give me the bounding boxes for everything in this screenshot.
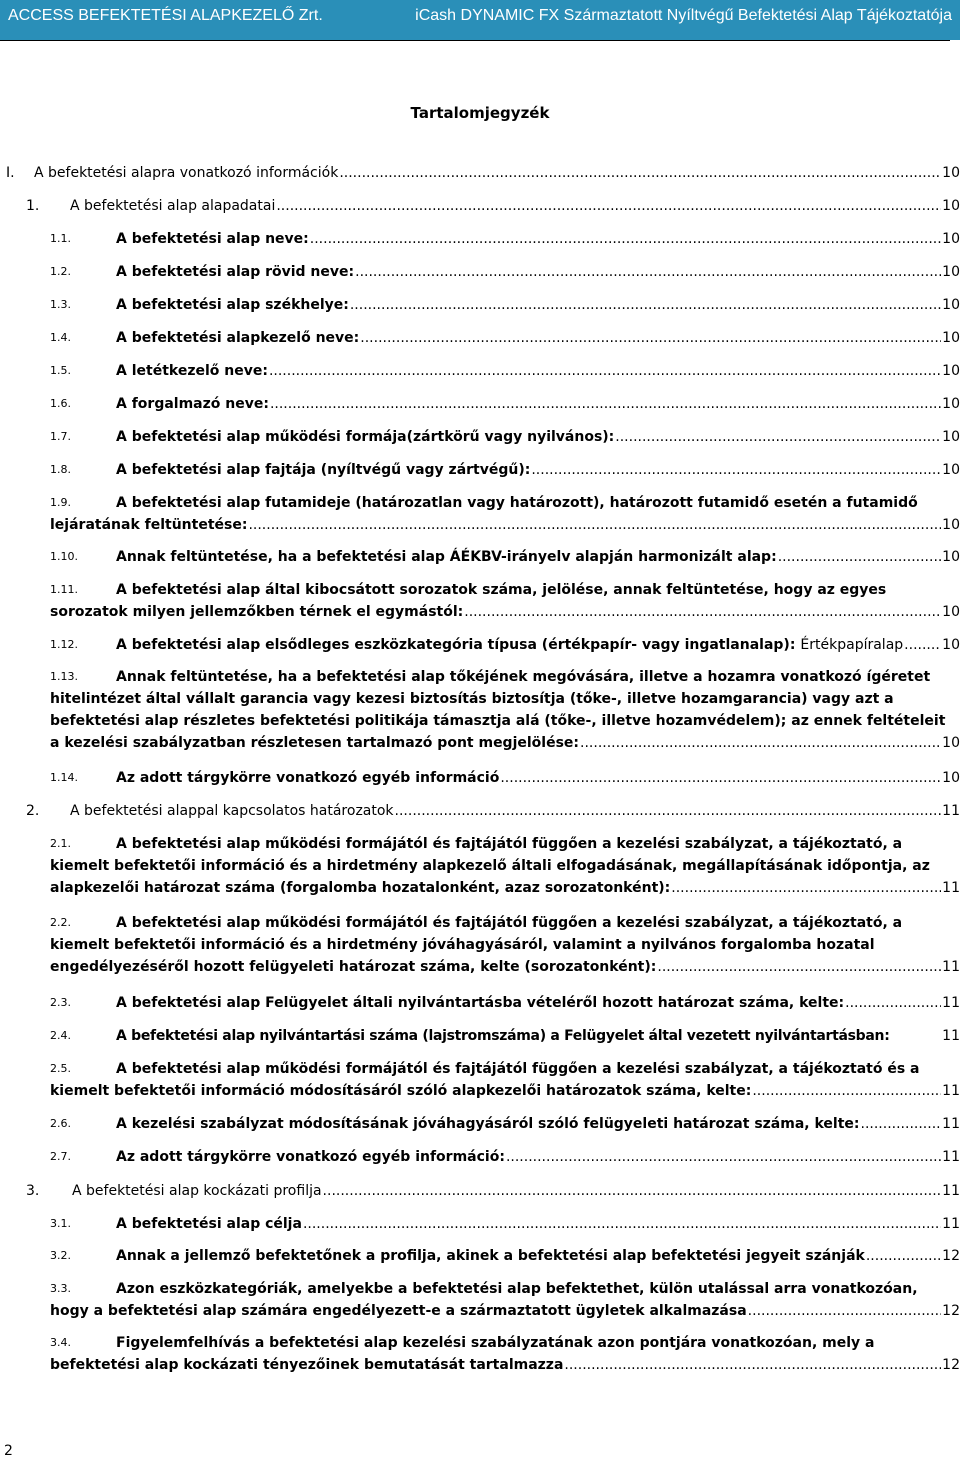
toc-entry-label: A befektetési alap székhelye: [116,297,349,313]
toc-entry-1-1[interactable]: 1.1. A befektetési alap neve: ..... 10 [50,228,960,250]
toc-entry-label: A kezelési szabályzat módosításának jóváhagyásáról szóló felügyeleti határozat száma, kelte: [116,1116,860,1132]
toc-entry-page: 10 [942,330,960,346]
toc-entry-label-cont: kiemelt befektetői információ módosításáról szóló alapkezelői határozatok száma, kelte: [50,1083,752,1099]
toc-entry-label-cont: sorozatok milyen jellemzőkben térnek el egymástól: [50,604,464,620]
toc-entry-page: 10 [942,231,960,247]
toc-entry-2[interactable]: 2. A befektetési alappal kapcsolatos határozatok ..... 11 [26,800,960,822]
toc-entry-label: A befektetési alap nyilvántartási száma (lajstromszáma) a Felügyelet által vezetett nyilvántartásban: [116,1028,890,1044]
toc-entry-extra: Értékpapíralap [800,637,904,653]
toc-entry-page: 10 [942,198,960,214]
toc-entry-label: A befektetési alap neve: [116,231,309,247]
toc-entry-label: Azon eszközkategóriák, amelyekbe a befektetési alap befektethet, külön utalással arra vonatkozóan, [116,1281,918,1297]
toc-entry-1[interactable]: 1. A befektetési alap alapadatai ..... 10 [26,195,960,217]
toc-entry-2-3[interactable]: 2.3. A befektetési alap Felügyelet általi nyilvántartásba vételéről hozott határozat száma, kelte: ..... 11 [50,992,960,1014]
toc-entry-label: Annak feltüntetése, ha a befektetési alap tőkéjének megóvására, illetve a hozamra vonatkozó ígéretet [116,669,931,685]
header-company: ACCESS BEFEKTETÉSI ALAPKEZELŐ Zrt. [8,7,323,24]
toc-entry-3-4[interactable]: 3.4. Figyelemfelhívás a befektetési alap kezelési szabályzatának azon pontjára vonatkozóan, mely a befektetési alap kockázati tényezőinek bemutatását tartalmazza ..... 12 [50,1332,960,1376]
toc-entry-label-cont: befektetési alap részletes befektetési politikája támasztja alá (tőke-, illetve hozamvédelem); az ennek feltételeit [50,713,946,729]
toc-entry-1-12[interactable]: 1.12. A befektetési alap elsődleges eszközkategória típusa (értékpapír- vagy ingatlanalap): Értékpapíralap ..... 10 [50,634,960,656]
toc-entry-3-1[interactable]: 3.1. A befektetési alap célja ..... 11 [50,1213,960,1235]
toc-entry-page: 11 [942,1116,960,1132]
toc-entry-label-cont: hitelintézet által vállalt garancia vagy kezesi biztosítás biztosítja (tőke-, illetve hozamgarancia) vagy azt a [50,691,894,707]
toc-entry-label: A befektetési alapra vonatkozó információk [34,165,339,181]
toc-entry-label: Figyelemfelhívás a befektetési alap kezelési szabályzatának azon pontjára vonatkozóan, mely a [116,1335,875,1351]
toc-entry-I[interactable]: I. A befektetési alapra vonatkozó információk ..... 10 [6,162,960,184]
toc-entry-label: A befektetési alap kockázati profilja [72,1183,322,1199]
toc-entry-1-7[interactable]: 1.7. A befektetési alap működési formája(zártkörű vagy nyilvános): ..... 10 [50,426,960,448]
toc-entry-1-2[interactable]: 1.2. A befektetési alap rövid neve: ..... 10 [50,261,960,283]
toc-entry-3-3[interactable]: 3.3. Azon eszközkategóriák, amelyekbe a befektetési alap befektethet, külön utalással arra vonatkozóan, hogy a befektetési alap számára engedélyezett-e a származtatott ügyletek alkalmazása ..... 12 [50,1278,960,1322]
toc-entry-page: 10 [942,297,960,313]
toc-entry-1-5[interactable]: 1.5. A letétkezelő neve: ..... 10 [50,360,960,382]
toc-entry-page: 11 [942,880,960,896]
toc-entry-1-3[interactable]: 1.3. A befektetési alap székhelye: ..... 10 [50,294,960,316]
document-header [0,0,960,40]
toc-entry-label-cont: engedélyezéséről hozott felügyeleti határozat száma, kelte (sorozatonként): [50,959,657,975]
toc-entry-label: A befektetési alap által kibocsátott sorozatok száma, jelölése, annak feltüntetése, hogy az egyes [116,582,887,598]
toc-entry-1-10[interactable]: 1.10. Annak feltüntetése, ha a befektetési alap ÁÉKBV-irányelv alapján harmonizált alap: ..... 10 [50,546,960,568]
toc-entry-page: 11 [942,995,960,1011]
toc-entry-page: 10 [942,770,960,786]
toc-entry-2-1[interactable]: 2.1. A befektetési alap működési formájától és fajtájától függően a kezelési szabályzat, a tájékoztató, a kiemelt befektetői információ és a hirdetmény alapkezelő általi elfogadásának, megállapításának időpontja, az alapkezelői határozat száma (forgalomba hozatalonként, azaz sorozatonként): ..... 11 [50,833,960,899]
toc-entry-label: A befektetési alap célja [116,1216,302,1232]
toc-entry-page: 12 [942,1357,960,1373]
toc-entry-label: Az adott tárgykörre vonatkozó egyéb információ [116,770,500,786]
toc-entry-page: 11 [942,1083,960,1099]
toc-entry-page: 11 [942,803,960,819]
header-divider [0,40,950,41]
toc-entry-1-4[interactable]: 1.4. A befektetési alapkezelő neve: ..... 10 [50,327,960,349]
toc-entry-page: 11 [942,1028,960,1044]
toc-entry-label-cont: alapkezelői határozat száma (forgalomba hozatalonként, azaz sorozatonként): [50,880,671,896]
toc-entry-1-11[interactable]: 1.11. A befektetési alap által kibocsátott sorozatok száma, jelölése, annak feltüntetése, hogy az egyes sorozatok milyen jellemzőkben térnek el egymástól: ..... 10 [50,579,960,623]
toc-entry-label: A befektetési alap fajtája (nyíltvégű vagy zártvégű): [116,462,531,478]
toc-entry-label-cont: lejáratának feltüntetése: [50,517,248,533]
toc-entry-1-6[interactable]: 1.6. A forgalmazó neve: ..... 10 [50,393,960,415]
toc-entry-label: A befektetési alap alapadatai [70,198,276,214]
toc-entry-page: 10 [942,165,960,181]
toc-entry-page: 10 [942,735,960,751]
toc-entry-page: 11 [942,1149,960,1165]
toc-entry-1-8[interactable]: 1.8. A befektetési alap fajtája (nyíltvégű vagy zártvégű): ..... 10 [50,459,960,481]
toc-entry-label: A befektetési alap működési formájától és fajtájától függően a kezelési szabályzat, a tájékoztató és a [116,1061,920,1077]
toc-entry-label-cont: a kezelési szabályzatban részletesen tartalmazó pont megjelölése: [50,735,580,751]
header-document-title: iCash DYNAMIC FX Származtatott Nyíltvégű Befektetési Alap Tájékoztatója [415,7,952,24]
toc-entry-label: A befektetési alap működési formájától és fajtájától függően a kezelési szabályzat, a tájékoztató, a [116,915,903,931]
toc-entry-page: 10 [942,462,960,478]
toc-entry-label: A befektetési alappal kapcsolatos határozatok [70,803,394,819]
toc-entry-page: 12 [942,1303,960,1319]
toc-entry-label: Annak a jellemző befektetőnek a profilja, akinek a befektetési alap befektetési jegyeit szánják [116,1248,865,1264]
toc-entry-label: A befektetési alap elsődleges eszközkategória típusa (értékpapír- vagy ingatlanalap): [116,637,796,653]
toc-entry-3-2[interactable]: 3.2. Annak a jellemző befektetőnek a profilja, akinek a befektetési alap befektetési jegyeit szánják ..... 12 [50,1245,960,1267]
toc-entry-2-4[interactable]: 2.4. A befektetési alap nyilvántartási száma (lajstromszáma) a Felügyelet által vezetett nyilvántartásban: 11 [50,1025,960,1047]
toc-entry-label-cont: kiemelt befektetői információ és a hirdetmény jóváhagyásáról, valamint a nyilvános forgalomba hozatal [50,937,875,953]
toc-entry-label: A forgalmazó neve: [116,396,269,412]
toc-entry-page: 10 [942,363,960,379]
toc-entry-page: 10 [942,517,960,533]
page-number: 2 [4,1443,13,1459]
toc-entry-page: 10 [942,637,960,653]
toc-entry-page: 10 [942,604,960,620]
toc-entry-page: 11 [942,959,960,975]
toc-entry-label: A befektetési alap rövid neve: [116,264,355,280]
toc-entry-label: A befektetési alap működési formájától és fajtájától függően a kezelési szabályzat, a tájékoztató, a [116,836,903,852]
toc-entry-label: Annak feltüntetése, ha a befektetési alap ÁÉKBV-irányelv alapján harmonizált alap: [116,549,777,565]
toc-entry-label: A letétkezelő neve: [116,363,268,379]
toc-entry-label: A befektetési alap működési formája(zártkörű vagy nyilvános): [116,429,615,445]
toc-entry-page: 10 [942,549,960,565]
toc-entry-label: Az adott tárgykörre vonatkozó egyéb információ: [116,1149,505,1165]
toc-entry-label-cont: kiemelt befektetői információ és a hirdetmény alapkezelő általi elfogadásának, megállapításának időpontja, az [50,858,930,874]
toc-entry-page: 10 [942,396,960,412]
toc-entry-label: A befektetési alap Felügyelet általi nyilvántartásba vételéről hozott határozat száma, kelte: [116,995,845,1011]
toc-entry-2-5[interactable]: 2.5. A befektetési alap működési formájától és fajtájától függően a kezelési szabályzat, a tájékoztató és a kiemelt befektetői információ módosításáról szóló alapkezelői határozatok száma, kelte: ..... 11 [50,1058,960,1102]
toc-entry-page: 10 [942,429,960,445]
toc-entry-label: A befektetési alapkezelő neve: [116,330,360,346]
toc-entry-label-cont: hogy a befektetési alap számára engedélyezett-e a származtatott ügyletek alkalmazása [50,1303,747,1319]
toc-entry-page: 12 [942,1248,960,1264]
toc-entry-page: 11 [942,1216,960,1232]
toc-entry-1-13[interactable]: 1.13. Annak feltüntetése, ha a befektetési alap tőkéjének megóvására, illetve a hozamra vonatkozó ígéretet hitelintézet által vállalt garancia vagy kezesi biztosítás biztosítja (tőke-, illetve hozamgarancia) vagy azt a befektetési alap részletes befektetési politikája támasztja alá (tőke-, illetve hozamvédelem); az ennek feltételeit a kezelési szabályzatban részletesen tartalmazó pont megjelölése: ..... 10 [50,666,960,754]
toc-entry-label: A befektetési alap futamideje (határozatlan vagy határozott), határozott futamidő esetén a futamidő [116,495,918,511]
toc-entry-2-2[interactable]: 2.2. A befektetési alap működési formájától és fajtájától függően a kezelési szabályzat, a tájékoztató, a kiemelt befektetői információ és a hirdetmény jóváhagyásáról, valamint a nyilvános forgalomba hozatal engedélyezéséről hozott felügyeleti határozat száma, kelte (sorozatonként): ..... 11 [50,912,960,978]
toc-entry-2-6[interactable]: 2.6. A kezelési szabályzat módosításának jóváhagyásáról szóló felügyeleti határozat száma, kelte: ..... 11 [50,1113,960,1135]
toc-entry-1-9[interactable]: 1.9. A befektetési alap futamideje (határozatlan vagy határozott), határozott futamidő esetén a futamidő lejáratának feltüntetése: ..... 10 [50,492,960,536]
toc-entry-2-7[interactable]: 2.7. Az adott tárgykörre vonatkozó egyéb információ: ..... 11 [50,1146,960,1168]
toc-entry-1-14[interactable]: 1.14. Az adott tárgykörre vonatkozó egyéb információ ..... 10 [50,767,960,789]
toc-entry-page: 11 [942,1183,960,1199]
toc-entry-3[interactable]: 3. A befektetési alap kockázati profilja ..... 11 [26,1180,960,1202]
toc-entry-page: 10 [942,264,960,280]
toc-title: Tartalomjegyzék [410,104,550,122]
toc-entry-label-cont: befektetési alap kockázati tényezőinek bemutatását tartalmazza [50,1357,564,1373]
